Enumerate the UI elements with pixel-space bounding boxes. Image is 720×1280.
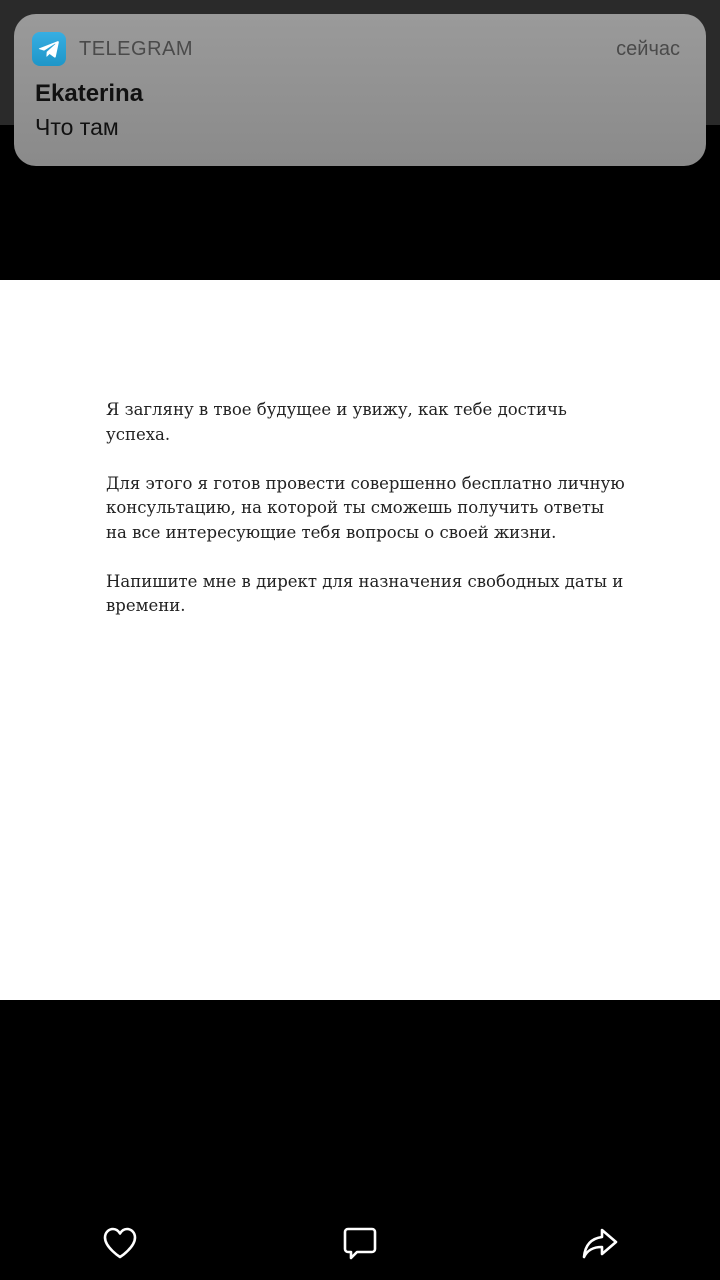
telegram-icon xyxy=(32,32,66,66)
notification-message: Что там xyxy=(35,114,119,140)
notification-time: сейчас xyxy=(616,37,680,60)
notification-sender: Ekaterina xyxy=(35,80,144,107)
share-button[interactable] xyxy=(575,1218,625,1268)
comment-icon xyxy=(342,1225,378,1261)
post-paragraph: Я загляну в твое будущее и увижу, как тебе достичь успеха. xyxy=(106,400,567,444)
post-paragraph: Напишите мне в директ для назначения свободных даты и времени. xyxy=(106,571,624,615)
notification-app-name: TELEGRAM xyxy=(79,37,194,60)
story-post xyxy=(0,280,720,1000)
action-bar xyxy=(0,1218,720,1268)
like-button[interactable] xyxy=(95,1218,145,1268)
comment-button[interactable] xyxy=(335,1218,385,1268)
post-text xyxy=(106,398,626,643)
heart-icon xyxy=(102,1226,138,1260)
post-paragraph: Для этого я готов провести совершенно бесплатно личную консультацию, на которой ты сможешь получить ответы на все интересующие тебя вопросы о своей жизни. xyxy=(106,473,625,542)
notification-header xyxy=(32,32,684,66)
share-icon xyxy=(581,1226,619,1260)
telegram-notification[interactable] xyxy=(14,14,706,166)
